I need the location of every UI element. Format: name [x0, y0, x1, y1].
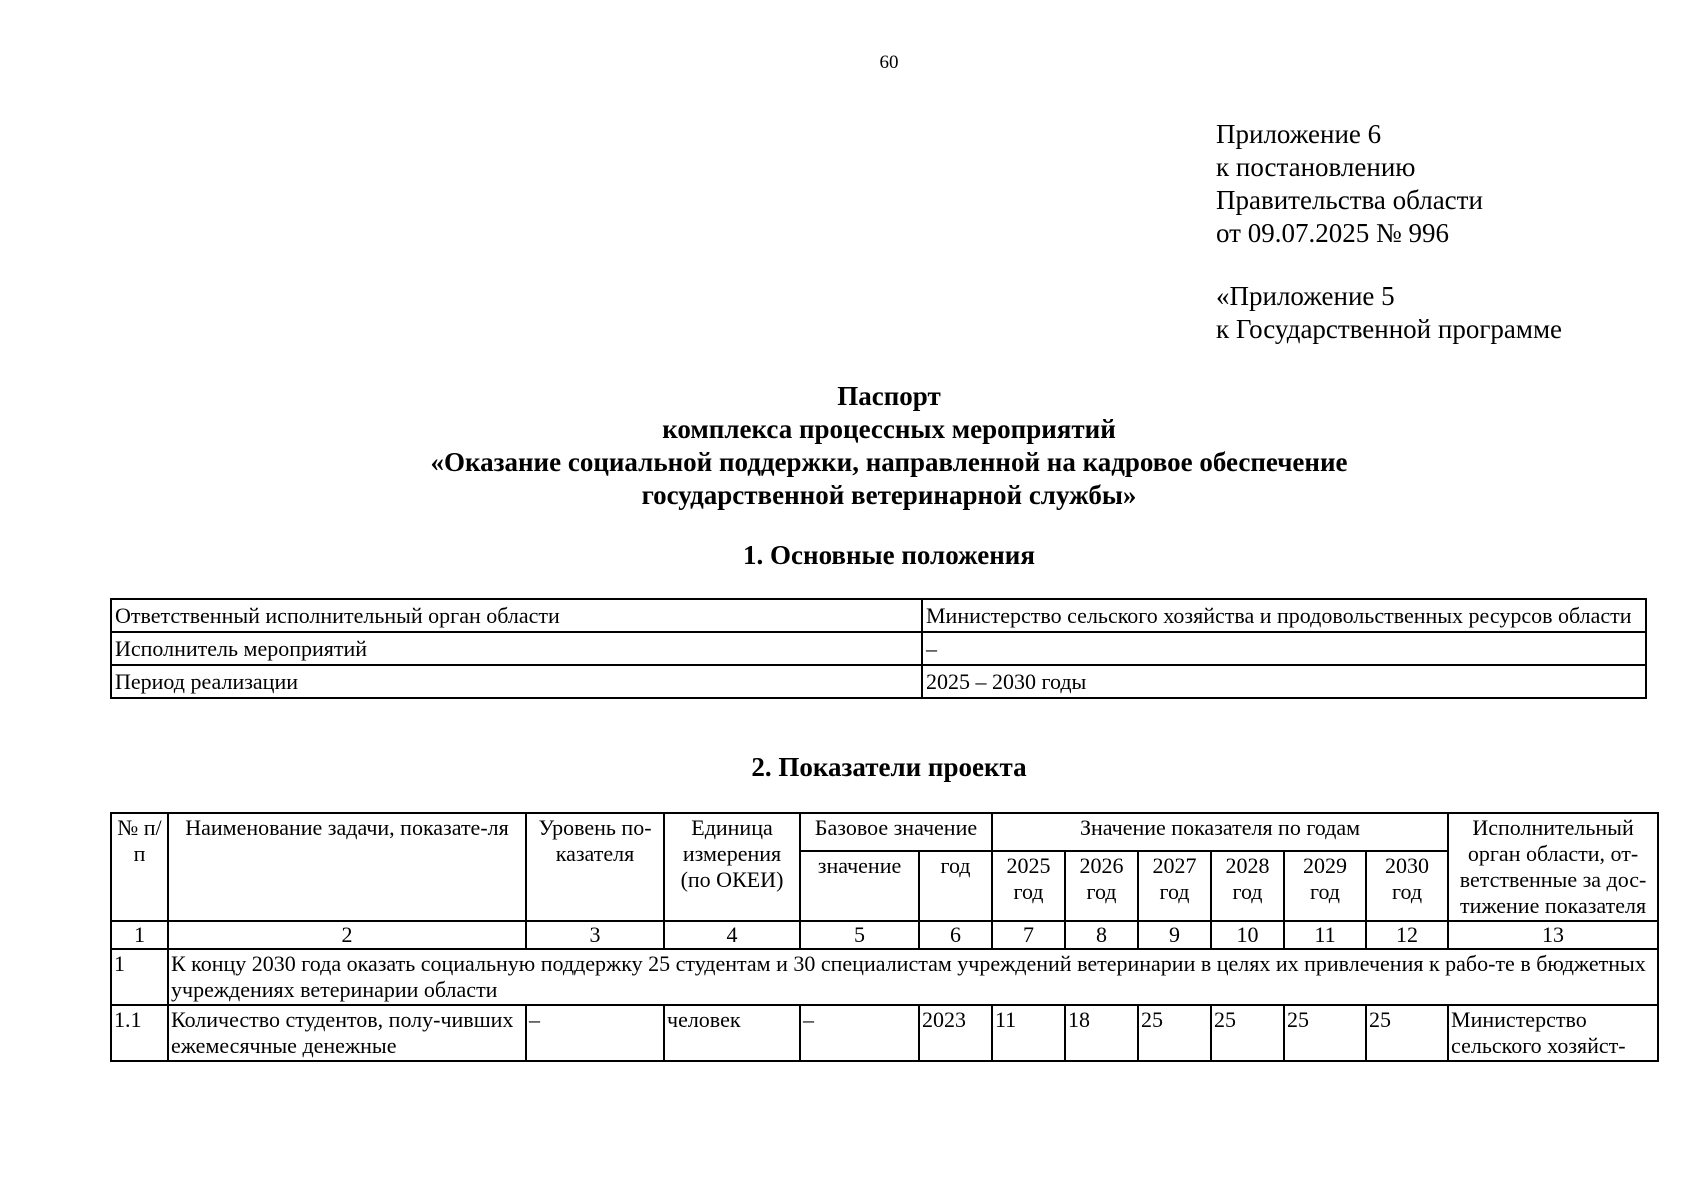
column-number: 4 — [664, 921, 800, 949]
base-value: – — [800, 1005, 919, 1061]
row-label: Исполнитель мероприятий — [111, 632, 922, 665]
appendix-line: к Государственной программе — [1216, 314, 1563, 344]
header-year-2027: 2027 год — [1138, 851, 1211, 921]
value-2029: 25 — [1284, 1005, 1366, 1061]
column-numbers-row — [111, 921, 1658, 949]
header-base: Базовое значение — [800, 813, 992, 851]
title-line: «Оказание социальной поддержки, направленной на кадровое обеспечение — [430, 447, 1348, 477]
column-number: 6 — [919, 921, 992, 949]
passport-title — [0, 380, 1701, 512]
column-number: 10 — [1211, 921, 1284, 949]
appendix-line: от 09.07.2025 № 996 — [1216, 218, 1449, 248]
column-number: 9 — [1138, 921, 1211, 949]
row-label: Период реализации — [111, 665, 922, 698]
task-row — [111, 949, 1658, 1005]
section1-heading: 1. Основные положения — [743, 540, 1035, 570]
page-number: 60 — [879, 52, 899, 73]
header-row — [111, 813, 1658, 851]
column-number: 8 — [1065, 921, 1138, 949]
row-num: 1.1 — [111, 1005, 168, 1061]
column-number: 1 — [111, 921, 168, 949]
table-row — [111, 665, 1646, 698]
value-2027: 25 — [1138, 1005, 1211, 1061]
indicator-unit: человек — [664, 1005, 800, 1061]
appendix-line: к постановлению — [1216, 152, 1416, 182]
header-year-2025: 2025 год — [992, 851, 1065, 921]
value-2030: 25 — [1366, 1005, 1448, 1061]
column-number: 5 — [800, 921, 919, 949]
column-number: 3 — [526, 921, 664, 949]
value-2028: 25 — [1211, 1005, 1284, 1061]
header-year-2029: 2029 год — [1284, 851, 1366, 921]
appendix-block — [1216, 118, 1562, 346]
header-name: Наименование задачи, показате-ля — [168, 813, 526, 921]
title-line: государственной ветеринарной службы» — [641, 480, 1137, 510]
row-value: 2025 – 2030 годы — [922, 665, 1646, 698]
column-number: 12 — [1366, 921, 1448, 949]
task-num: 1 — [111, 949, 168, 1005]
header-base-year: год — [919, 851, 992, 921]
header-by-years: Значение показателя по годам — [992, 813, 1448, 851]
column-number: 13 — [1448, 921, 1658, 949]
appendix-line: «Приложение 5 — [1216, 281, 1395, 311]
header-responsible: Исполнительный орган области, от-ветственные за дос-тижение показателя — [1448, 813, 1658, 921]
task-text: К концу 2030 года оказать социальную поддержку 25 студентам и 30 специалистам учреждений ветеринарии в целях их привлечения к рабо-те в бюджетных учреждениях ветеринарии области — [168, 949, 1658, 1005]
header-base-value: значение — [800, 851, 919, 921]
base-year: 2023 — [919, 1005, 992, 1061]
header-year-2030: 2030 год — [1366, 851, 1448, 921]
header-num: № п/п — [111, 813, 168, 921]
indicators-table — [110, 812, 1659, 1062]
row-label: Ответственный исполнительный орган области — [111, 599, 922, 632]
appendix-line: Правительства области — [1216, 185, 1483, 215]
table-row — [111, 632, 1646, 665]
header-year-2026: 2026 год — [1065, 851, 1138, 921]
value-2026: 18 — [1065, 1005, 1138, 1061]
indicator-name: Количество студентов, полу-чивших ежемесячные денежные — [168, 1005, 526, 1061]
table-row — [111, 1005, 1658, 1061]
header-level: Уровень по-казателя — [526, 813, 664, 921]
column-number: 11 — [1284, 921, 1366, 949]
row-value: – — [922, 632, 1646, 665]
header-year-2028: 2028 год — [1211, 851, 1284, 921]
title-line: Паспорт — [837, 381, 941, 411]
value-2025: 11 — [992, 1005, 1065, 1061]
appendix-line: Приложение 6 — [1216, 119, 1382, 149]
column-number: 7 — [992, 921, 1065, 949]
section2-heading: 2. Показатели проекта — [751, 752, 1027, 782]
table-row — [111, 599, 1646, 632]
row-value: Министерство сельского хозяйства и продовольственных ресурсов области — [922, 599, 1646, 632]
column-number: 2 — [168, 921, 526, 949]
indicator-level: – — [526, 1005, 664, 1061]
basic-info-table — [110, 598, 1647, 699]
responsible: Министерство сельского хозяйст- — [1448, 1005, 1658, 1061]
header-unit: Единица измерения (по ОКЕИ) — [664, 813, 800, 921]
title-line: комплекса процессных мероприятий — [662, 414, 1116, 444]
